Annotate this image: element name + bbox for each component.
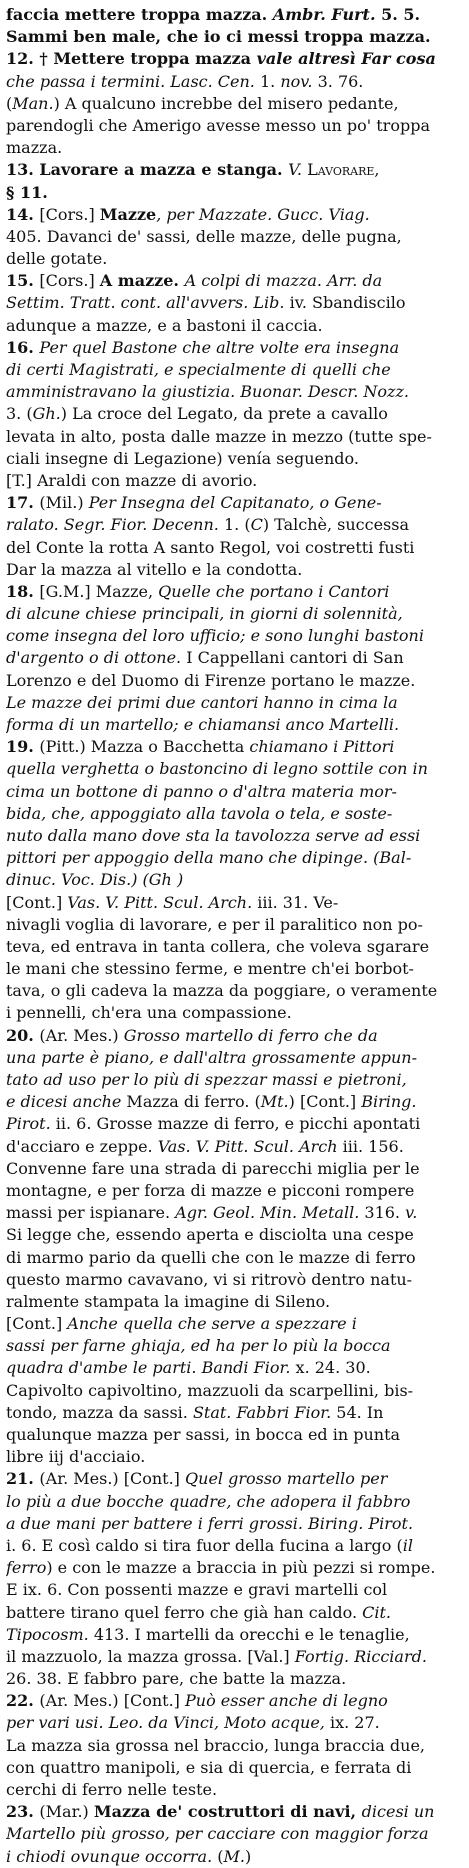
text-run: Mazza di ferro. ( xyxy=(121,1092,261,1112)
text-line xyxy=(6,270,461,292)
text-line xyxy=(6,182,461,204)
text-run: lo più a due bocche quadre, che adopera il fabbro xyxy=(6,1491,411,1511)
text-run: Lavorare, xyxy=(302,160,380,180)
text-run: 15. xyxy=(6,271,40,291)
text-run: iii. 31. Ve- xyxy=(252,892,339,912)
text-run: Biring. xyxy=(361,1092,417,1112)
text-run: nuto dalla mano dove sta la tavolozza serve ad essi xyxy=(6,825,421,845)
text-line xyxy=(6,403,461,425)
text-run: 1. ( xyxy=(218,515,251,535)
text-run: ) e con le mazze a braccia in più pezzi si rompe. xyxy=(46,1558,436,1578)
text-run: teva, ed entrava in tanta collera, che voleva sgarare xyxy=(6,936,430,956)
text-run: nivagli voglia di lavorare, e per il paralitico non po- xyxy=(6,914,423,934)
text-run: mazza. xyxy=(6,138,63,158)
text-run: § 11. xyxy=(6,182,48,202)
text-run: [Cors.] xyxy=(39,204,100,224)
text-line xyxy=(6,1380,461,1402)
text-run: (Mar.) xyxy=(39,1802,94,1822)
text-line xyxy=(6,914,461,936)
text-line xyxy=(6,1690,461,1712)
text-run: (Ar. Mes.) [Cont.] xyxy=(39,1469,186,1489)
text-run: ralmente stampata la imagine di Sileno. xyxy=(6,1291,331,1311)
text-line xyxy=(6,1313,461,1335)
text-line xyxy=(6,1269,461,1291)
text-run: massi per ispianare. xyxy=(6,1203,176,1223)
text-run: Agr. Geol. Min. Metall. xyxy=(175,1203,360,1223)
text-run: iii. 156. xyxy=(337,1136,404,1156)
text-run: 3. 76. xyxy=(312,71,364,91)
text-line xyxy=(6,292,461,314)
text-run: una parte è piano, e dall'altra grossamente appun- xyxy=(6,1047,417,1067)
text-line xyxy=(6,1069,461,1091)
text-run: sassi per farne ghiaja, ed ha per lo più la bocca xyxy=(6,1336,391,1356)
text-run: i. 6. E così caldo si tira fuor della fucina a largo ( xyxy=(6,1535,403,1555)
text-run: ) La croce del Legato, da prete a cavallo xyxy=(60,404,388,424)
text-run: La mazza sia grossa nel braccio, lunga braccia due, xyxy=(6,1735,426,1755)
text-line xyxy=(6,1446,461,1468)
text-run: tava, o gli cadeva la mazza da poggiare, o veramente xyxy=(6,981,438,1001)
text-line xyxy=(6,958,461,980)
text-run: 316. xyxy=(359,1203,406,1223)
text-line xyxy=(6,1468,461,1490)
text-run: 14. xyxy=(6,204,40,224)
text-run: d'acciaro e zeppe. xyxy=(6,1136,158,1156)
text-line xyxy=(6,426,461,448)
text-line xyxy=(6,204,461,226)
text-line xyxy=(6,980,461,1002)
text-run: M. xyxy=(223,1846,245,1866)
text-run: il mazzuolo, la mazza grossa. [Val.] xyxy=(6,1646,295,1666)
text-run: Per Insegna del Capitanato, o Gene- xyxy=(88,493,382,513)
text-line xyxy=(6,1602,461,1624)
text-line xyxy=(6,1513,461,1535)
text-run: A colpi di mazza. Arr. da xyxy=(184,271,383,291)
text-run: 3. ( xyxy=(6,404,33,424)
text-line xyxy=(6,1047,461,1069)
text-run: Tipocosm. xyxy=(6,1624,89,1644)
text-run: dicesi un xyxy=(361,1802,435,1822)
text-run: di marmo pario da quelli che con le mazze di ferro xyxy=(6,1247,416,1267)
text-line xyxy=(6,226,461,248)
text-run: quadra d'ambe le parti. Bandi Fior. xyxy=(6,1358,291,1378)
text-run: 19. xyxy=(6,737,40,757)
text-line xyxy=(6,1247,461,1269)
text-run: 17. xyxy=(6,493,40,513)
text-run: 16. xyxy=(6,337,40,357)
text-run: ) [Cont.] xyxy=(288,1092,362,1112)
text-run: ) xyxy=(244,1846,252,1866)
text-run: [Cors.] xyxy=(39,271,100,291)
text-line xyxy=(6,48,461,70)
text-run: montagne, e per forza di mazze e picconi rompere xyxy=(6,1180,415,1200)
text-line xyxy=(6,1557,461,1579)
text-run: dinuc. Voc. Dis.) (Gh ) xyxy=(6,870,184,890)
text-run: 21. xyxy=(6,1469,40,1489)
text-run: Mazza de' costruttori di navi, xyxy=(93,1802,362,1822)
text-run: nov. xyxy=(280,71,313,91)
text-run: Lorenzo e del Duomo di Firenze portano le mazze. xyxy=(6,670,416,690)
text-line xyxy=(6,714,461,736)
text-line xyxy=(6,1491,461,1513)
text-run: Quel grosso martello per xyxy=(185,1469,388,1489)
text-run: (Pitt.) Mazza o Bacchetta xyxy=(39,737,250,757)
text-run: 26. 38. E fabbro pare, che batte la mazza. xyxy=(6,1669,347,1689)
text-line xyxy=(6,1025,461,1047)
text-run: a due mani per battere i ferri grossi. Biring. Pirot. xyxy=(6,1513,414,1533)
text-line xyxy=(6,1335,461,1357)
text-line xyxy=(6,514,461,536)
text-run: v. xyxy=(405,1203,418,1223)
text-run: Settim. Tratt. cont. all'avvers. Lib. xyxy=(6,293,285,313)
text-line xyxy=(6,381,461,403)
text-run: 54. In xyxy=(331,1402,384,1422)
text-run: tato ad uso per lo più di spezzar massi e pietroni, xyxy=(6,1070,407,1089)
text-line xyxy=(6,26,461,48)
text-line xyxy=(6,1113,461,1135)
text-line xyxy=(6,758,461,780)
text-run: 13. Lavorare a mazza e stanga. xyxy=(6,160,289,180)
text-run: [T.] Araldi con mazze di avorio. xyxy=(6,470,258,490)
text-run: levata in alto, posta dalle mazze in mezzo (tutte spe- xyxy=(6,426,432,446)
text-line xyxy=(6,537,461,559)
text-run: 413. I martelli da orecchi e le tenaglie, xyxy=(88,1624,410,1644)
text-line xyxy=(6,115,461,137)
text-run: Le mazze dei primi due cantori hanno in cima la xyxy=(6,692,398,712)
text-run: 1. xyxy=(254,71,281,91)
text-run: Cit. xyxy=(362,1602,391,1622)
text-line xyxy=(6,315,461,337)
text-line xyxy=(6,359,461,381)
text-run: bida, che, appoggiato alla tavola o tela, e soste- xyxy=(6,803,393,823)
text-run: I Cappellani cantori di San xyxy=(181,648,404,668)
text-run: ix. 27. xyxy=(324,1713,380,1733)
text-run: Vas. V. Pitt. Scul. Arch xyxy=(157,1136,338,1156)
text-line xyxy=(6,1779,461,1801)
text-line xyxy=(6,736,461,758)
text-run: vale altresì Far cosa xyxy=(256,49,436,69)
text-line xyxy=(6,1136,461,1158)
text-line xyxy=(6,892,461,914)
text-line xyxy=(6,1624,461,1646)
text-line xyxy=(6,337,461,359)
text-run: Quelle che portano i Cantori xyxy=(158,581,390,601)
text-run: cima un bottone di panno o d'altra materia mor- xyxy=(6,781,397,801)
text-line xyxy=(6,1823,461,1845)
text-run: Convenne fare una strada di parecchi miglia per le xyxy=(6,1158,420,1178)
text-run: Può esser anche di legno xyxy=(185,1691,388,1711)
text-run: e dicesi anche xyxy=(6,1092,122,1112)
text-run: forma di un martello; e chiamansi anco Martelli. xyxy=(6,715,400,734)
text-line xyxy=(6,847,461,869)
text-run: (Ar. Mes.) xyxy=(39,1025,124,1045)
text-run: , per Mazzate. Gucc. Viag. xyxy=(156,204,370,224)
text-run: pittori per appoggio della mano che dipinge. (Bal- xyxy=(6,848,412,868)
text-line xyxy=(6,1424,461,1446)
text-run: 20. xyxy=(6,1025,40,1045)
text-line xyxy=(6,1158,461,1180)
text-run: Vas. V. Pitt. Scul. Arch. xyxy=(67,892,253,912)
text-line xyxy=(6,825,461,847)
text-run: di certi Magistrati, e specialmente di quelli che xyxy=(6,360,391,379)
text-line xyxy=(6,1402,461,1424)
text-line xyxy=(6,1224,461,1246)
text-run: quella verghetta o bastoncino di legno sottile con in xyxy=(6,759,428,779)
text-run: Capivolto capivoltino, mazzuoli da scarpellini, bis- xyxy=(6,1380,414,1400)
text-line xyxy=(6,248,461,270)
text-line xyxy=(6,1002,461,1024)
text-run: questo marmo cavavano, vi si ritrovò dentro natu- xyxy=(6,1269,413,1289)
text-line xyxy=(6,1646,461,1668)
text-run: con quattro manipoli, e sia di quercia, e ferrata di xyxy=(6,1757,412,1777)
text-run: Mt. xyxy=(260,1092,289,1112)
text-run: Man. xyxy=(12,93,54,113)
text-line xyxy=(6,1735,461,1757)
text-run: 22. xyxy=(6,1691,40,1711)
text-run: Per quel Bastone che altre volte era insegna xyxy=(39,337,400,357)
text-run: ) A qualcuno increbbe del misero pedante, xyxy=(53,93,399,113)
text-run: i chiodi ovunque occorra. xyxy=(6,1846,213,1866)
text-run: ralato. Segr. Fior. Decenn. xyxy=(6,515,219,535)
text-run: qualunque mazza per sassi, in bocca ed in punta xyxy=(6,1425,401,1444)
text-line xyxy=(6,159,461,181)
text-run: tondo, mazza da sassi. xyxy=(6,1402,193,1422)
text-run: ciali insegne di Legazione) venía seguendo. xyxy=(6,448,359,468)
text-run: [Cont.] xyxy=(6,892,68,912)
text-line xyxy=(6,869,461,891)
text-run: 23. xyxy=(6,1802,40,1822)
text-line xyxy=(6,93,461,115)
text-line xyxy=(6,71,461,93)
text-run: 405. Davanci de' sassi, delle mazze, delle pugna, xyxy=(6,226,402,246)
text-run: E ix. 6. Con possenti mazze e gravi martelli col xyxy=(6,1580,388,1600)
text-run: Gh. xyxy=(32,404,61,424)
text-run: Fortig. Ricciard. xyxy=(294,1646,427,1666)
text-line xyxy=(6,1535,461,1557)
text-line xyxy=(6,470,461,492)
text-run: parendogli che Amerigo avesse messo un po' troppa xyxy=(6,115,430,135)
text-line xyxy=(6,625,461,647)
text-line xyxy=(6,1357,461,1379)
text-run: Pirot. xyxy=(6,1114,51,1134)
text-run: battere tirano quel ferro che già han caldo. xyxy=(6,1602,363,1622)
text-run: per vari usi. Leo. da Vinci, Moto acque, xyxy=(6,1713,325,1733)
text-line xyxy=(6,692,461,714)
text-line xyxy=(6,1579,461,1601)
text-run: Grosso martello di ferro che da xyxy=(123,1025,378,1045)
text-line xyxy=(6,936,461,958)
text-line xyxy=(6,603,461,625)
text-line xyxy=(6,1712,461,1734)
text-line xyxy=(6,1091,461,1113)
text-run: Ambr. Furt. xyxy=(272,5,376,24)
text-line xyxy=(6,1291,461,1313)
text-line xyxy=(6,1668,461,1690)
text-run: i pennelli, ch'era una compassione. xyxy=(6,1003,292,1023)
text-line xyxy=(6,448,461,470)
text-run: il xyxy=(402,1535,413,1555)
text-line xyxy=(6,137,461,159)
text-run: iv. Sbandiscilo xyxy=(284,293,406,313)
text-run: amministravano la giustizia. Buonar. Descr. Nozz. xyxy=(6,382,409,402)
text-run: le mani che stessino ferme, e mentre ch'ei borbot- xyxy=(6,959,414,979)
text-run: chiamano i Pittori xyxy=(249,737,395,757)
text-run: adunque a mazze, e a bastoni il caccia. xyxy=(6,315,323,335)
text-run: ( xyxy=(212,1846,224,1866)
text-run: delle gotate. xyxy=(6,249,108,269)
text-run: cerchi di ferro nelle teste. xyxy=(6,1780,218,1799)
text-line xyxy=(6,1202,461,1224)
text-line xyxy=(6,647,461,669)
text-line xyxy=(6,559,461,581)
text-run: come insegna del loro ufficio; e sono lunghi bastoni xyxy=(6,626,424,646)
text-run: [Cont.] xyxy=(6,1314,68,1334)
text-run: Dar la mazza al vitello e la condotta. xyxy=(6,559,303,579)
text-run: faccia mettere troppa mazza. xyxy=(6,5,273,24)
text-run: ii. 6. Grosse mazze di ferro, e picchi apontati xyxy=(50,1114,421,1134)
text-run: (Mil.) xyxy=(39,493,89,513)
text-run: Martello più grosso, per cacciare con maggior forza xyxy=(6,1824,429,1844)
text-run: ( xyxy=(6,93,13,113)
text-run: Stat. Fabbri Fior. xyxy=(192,1402,332,1422)
text-run: (Ar. Mes.) [Cont.] xyxy=(39,1691,186,1711)
text-line xyxy=(6,492,461,514)
text-run: libre iij d'acciaio. xyxy=(6,1447,146,1467)
text-line xyxy=(6,1846,461,1868)
text-run: d'argento o di ottone. xyxy=(6,648,182,668)
text-run: x. 24. 30. xyxy=(290,1358,371,1378)
text-run: V. xyxy=(288,160,302,180)
text-line xyxy=(6,4,461,26)
text-line xyxy=(6,781,461,803)
text-run: [G.M.] Mazze, xyxy=(39,581,159,601)
text-line xyxy=(6,581,461,603)
text-run: ferro xyxy=(6,1558,47,1578)
text-run: Si legge che, essendo aperta e disciolta una cespe xyxy=(6,1225,414,1245)
text-run: Mazze xyxy=(99,204,157,224)
text-run: che passa i termini. Lasc. Cen. xyxy=(6,71,255,91)
text-line xyxy=(6,1180,461,1202)
text-run: del Conte la rotta A santo Regol, voi costretti fusti xyxy=(6,537,415,557)
text-line xyxy=(6,1801,461,1823)
text-line xyxy=(6,670,461,692)
text-run: Anche quella che serve a spezzare i xyxy=(67,1314,357,1334)
text-run: 18. xyxy=(6,581,40,601)
text-run: A mazze. xyxy=(99,271,185,291)
text-run: ) Talchè, successa xyxy=(262,515,409,535)
text-run: C xyxy=(250,515,263,535)
text-run: 12. † Mettere troppa mazza xyxy=(6,49,257,69)
text-line xyxy=(6,803,461,825)
text-run: 5. 5. xyxy=(375,5,421,24)
text-run: Sammi ben male, che io ci messi troppa mazza. xyxy=(6,27,431,47)
text-run: di alcune chiese principali, in giorni di solennità, xyxy=(6,604,403,624)
text-line xyxy=(6,1757,461,1779)
